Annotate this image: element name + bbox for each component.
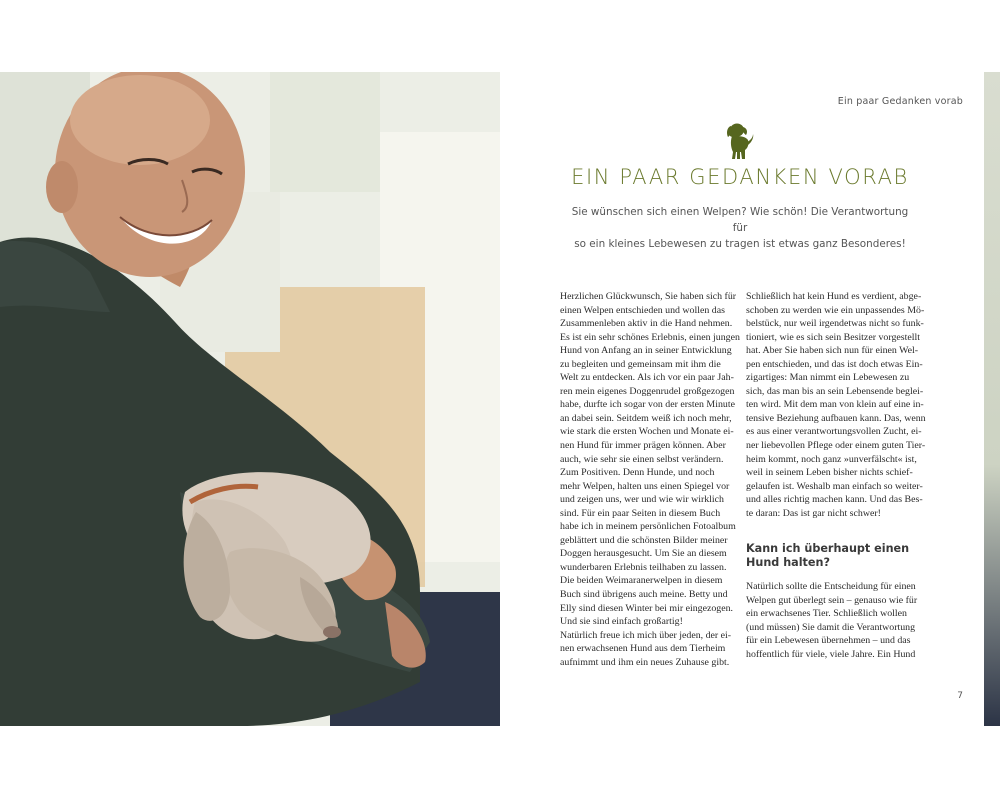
book-spread	[0, 72, 1000, 726]
puppy-silhouette-icon	[724, 122, 756, 160]
text-line: Schließlich hat kein Hund es verdient, abge-	[746, 291, 922, 302]
intro-line: so ein kleines Lebewesen zu tragen ist etwas ganz Besonderes!	[574, 238, 906, 250]
text-line: ren mein eigenes Doggenrudel großgezogen	[560, 385, 735, 397]
body-column-right	[746, 290, 928, 662]
text-line: nen erwachsenen Hund aus dem Tierheim	[560, 643, 726, 655]
text-line: an dabei sein. Seitdem weiß ich noch mehr,	[560, 412, 732, 424]
text-line: Es ist ein sehr schönes Erlebnis, einen jungen	[560, 331, 740, 343]
text-page	[500, 72, 984, 726]
chapter-title: EIN PAAR GEDANKEN VORAB	[571, 165, 909, 189]
text-line: Zum Positiven. Denn Hunde, und noch	[560, 467, 715, 479]
text-line: wunderbaren Erlebnis teilhaben zu lassen.	[560, 561, 727, 573]
subheading	[746, 542, 928, 570]
text-line: Und sie sind einfach großartig!	[560, 616, 683, 628]
text-line: hoffentlich für viele, viele Jahre. Ein Hund	[746, 649, 916, 661]
text-line: habe ich in meinem persönlichen Fotoalbum	[560, 521, 736, 533]
text-line: Buch sind übrigens auch meine. Betty und	[560, 589, 728, 601]
intro-line: Sie wünschen sich einen Welpen? Wie schön! Die Verantwortung für	[571, 206, 909, 234]
text-line: mehr Welpen, halten uns einen Spiegel vor	[560, 480, 730, 492]
text-line: es aus einer verantwortungsvollen Zucht, ei-	[746, 426, 922, 438]
text-line: geblättert und die schönsten Bilder meiner	[560, 534, 728, 546]
text-line: einen Welpen entschieden und wollen das	[560, 304, 725, 316]
text-line: aufnimmt und ihm ein neues Zuhause gibt.	[560, 656, 730, 668]
text-line: und zeigen uns, wer und wie wir wirklich	[560, 494, 724, 506]
text-line: und alles richtig machen kann. Und das Bes-	[746, 494, 923, 506]
text-line: sind. Für ein paar Seiten in diesem Buch	[560, 507, 721, 519]
text-line: Elly sind diesen Winter bei mir eingezogen.	[560, 602, 734, 614]
text-line: hat. Aber Sie haben sich nun für einen Wel-	[746, 345, 919, 357]
text-line: Welpen gut überlegt sein – genauso wie für	[746, 594, 918, 606]
photo-man-with-puppy	[0, 72, 500, 726]
text-line: ten wird. Mit dem man von klein auf eine in-	[746, 399, 924, 411]
text-line: Die beiden Weimaranerwelpen in diesem	[560, 575, 723, 587]
text-line: tensive Beziehung aufbauen kann. Das, wenn	[746, 412, 926, 424]
text-line: weil in seinem Leben bisher nichts schief-	[746, 467, 913, 479]
text-line: für ein Lebewesen übernehmen – und das	[746, 635, 911, 647]
body-column-left	[560, 290, 742, 669]
text-line: Doggen herausgesucht. Um Sie an diesem	[560, 548, 727, 560]
body-column-right-bottom	[746, 580, 928, 661]
text-line: ner liebevollen Pflege oder einem guten Tier-	[746, 440, 926, 452]
text-line: gelaufen ist. Weshalb man einfach so weiter-	[746, 480, 923, 492]
text-line: wie stark die ersten Wochen und Monate ei-	[560, 426, 734, 438]
body-column-right-top	[746, 290, 928, 520]
text-line: auch, wie sehr sie einen selbst verändern.	[560, 453, 724, 465]
text-line: (und müssen) Sie damit die Verantwortung	[746, 621, 916, 633]
text-line: Hund von Anfang an in seiner Entwicklung	[560, 345, 732, 357]
text-line: Natürlich freue ich mich über jeden, der ei-	[560, 629, 732, 641]
subheading-line: Hund halten?	[746, 556, 830, 570]
text-line: heim kommt, noch ganz »unverfälscht« ist,	[746, 453, 917, 465]
text-line: nen Hund für immer prägen können. Aber	[560, 440, 726, 452]
chapter-intro	[570, 204, 910, 252]
text-line: pen entschieden, und das ist doch etwas Ein-	[746, 358, 923, 370]
text-line: zu begleiten und gemeinsam mit ihm die	[560, 358, 721, 370]
text-line: schoben zu werden wie ein unpassendes Mö-	[746, 304, 925, 316]
text-line: Zusammenleben aktiv in die Hand nehmen.	[560, 318, 733, 330]
text-line: Welt zu entdecken. Als ich vor ein paar Jah-	[560, 372, 734, 384]
running-head: Ein paar Gedanken vorab	[837, 96, 963, 107]
text-line: te daran: Das ist gar nicht schwer!	[746, 507, 881, 519]
text-line: Herzlichen Glückwunsch, Sie haben sich für	[560, 291, 737, 302]
text-line: Natürlich sollte die Entscheidung für einen	[746, 581, 916, 593]
text-line: tioniert, wie es sich sein Besitzer vorgestellt	[746, 331, 920, 343]
page-number: 7	[957, 691, 963, 701]
photo-illustration	[0, 72, 500, 726]
text-line: zigartiges: Man nimmt ein Lebewesen zu	[746, 372, 910, 384]
next-page-edge	[984, 72, 1000, 726]
text-line: ein erwachsenes Tier. Schließlich wollen	[746, 608, 907, 620]
text-line: belstück, nur weil irgendetwas nicht so funk-	[746, 318, 924, 330]
subheading-line: Kann ich überhaupt einen	[746, 542, 910, 556]
text-line: sich, das man bis an sein Lebensende beglei-	[746, 385, 924, 397]
text-line: habe, durfte ich sogar von der ersten Minute	[560, 399, 735, 411]
